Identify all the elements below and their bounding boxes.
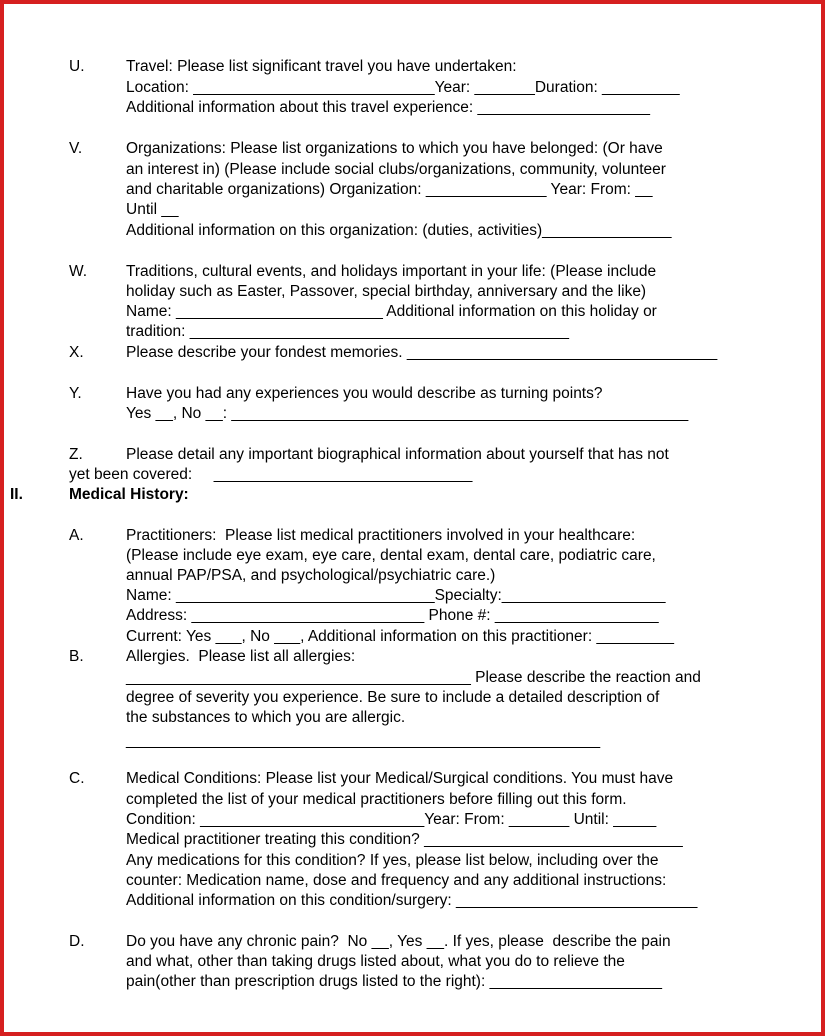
section-line: Organizations: Please list organizations to which you have belonged: (Or have <box>126 140 663 157</box>
condition-practitioner-field[interactable]: Medical practitioner treating this condition? ______________________________ <box>126 831 683 848</box>
biographical-field[interactable]: yet been covered: ______________________________ <box>69 466 473 483</box>
section-letter: X. <box>69 344 84 361</box>
section-line: the substances to which you are allergic. <box>126 709 406 726</box>
section-line: Please detail any important biographical information about yourself that has not <box>126 446 669 463</box>
pain-relief-field[interactable]: pain(other than prescription drugs listed to the right): ____________________ <box>126 973 662 990</box>
section-letter: B. <box>69 648 84 665</box>
condition-additional-field[interactable]: Additional information on this condition/surgery: ____________________________ <box>126 892 698 909</box>
section-line: (Please include eye exam, eye care, dental exam, dental care, podiatric care, <box>126 547 656 564</box>
section-line: Any medications for this condition? If yes, please list below, including over the <box>126 852 659 869</box>
section-line: Have you had any experiences you would describe as turning points? <box>126 385 603 402</box>
organization-field[interactable]: and charitable organizations) Organization: ______________ Year: From: __ <box>126 181 653 198</box>
section-line: Allergies. Please list all allergies: <box>126 648 356 665</box>
section-line: holiday such as Easter, Passover, special birthday, anniversary and the like) <box>126 283 647 300</box>
tradition-name-field[interactable]: Name: ________________________ Additional information on this holiday or <box>126 303 657 320</box>
section-letter: D. <box>69 933 85 950</box>
section-line: Traditions, cultural events, and holidays important in your life: (Please include <box>126 263 657 280</box>
fondest-memories-field[interactable]: Please describe your fondest memories. ____________________________________ <box>126 344 718 361</box>
practitioner-name-field[interactable]: Name: ______________________________Specialty:___________________ <box>126 587 666 604</box>
chronic-pain-field[interactable]: Do you have any chronic pain? No __, Yes __. If yes, please describe the pain <box>126 933 671 950</box>
section-line: degree of severity you experience. Be sure to include a detailed description of <box>126 689 660 706</box>
section-line: and what, other than taking drugs listed about, what you do to relieve the <box>126 953 625 970</box>
organization-additional-field[interactable]: Additional information on this organization: (duties, activities)_______________ <box>126 222 672 239</box>
section-letter: Y. <box>69 385 82 402</box>
section-letter: W. <box>69 263 88 280</box>
allergies-field[interactable]: ________________________________________ Please describe the reaction and <box>126 669 701 686</box>
section-letter: V. <box>69 140 83 157</box>
allergy-description-field[interactable]: _______________________________________________________ <box>126 732 601 749</box>
turning-points-field[interactable]: Yes __, No __: _____________________________________________________ <box>126 405 689 422</box>
section-letter: C. <box>69 770 85 787</box>
section-letter: A. <box>69 527 84 544</box>
section-line: completed the list of your medical practitioners before filling out this form. <box>126 791 627 808</box>
heading-numeral: II. <box>10 486 23 503</box>
organization-until-field[interactable]: Until __ <box>126 201 179 218</box>
section-line: annual PAP/PSA, and psychological/psychiatric care.) <box>126 567 496 584</box>
section-letter: U. <box>69 58 85 75</box>
section-line: Travel: Please list significant travel you have undertaken: <box>126 58 517 75</box>
heading-title: Medical History: <box>69 486 189 503</box>
section-line: Practitioners: Please list medical practitioners involved in your healthcare: <box>126 527 636 544</box>
section-line: an interest in) (Please include social clubs/organizations, community, volunteer <box>126 161 666 178</box>
section-letter: Z. <box>69 446 83 463</box>
section-line: Medical Conditions: Please list your Medical/Surgical conditions. You must have <box>126 770 674 787</box>
section-line: counter: Medication name, dose and frequency and any additional instructions: <box>126 872 667 889</box>
travel-location-field[interactable]: Location: ____________________________Year: _______Duration: _________ <box>126 79 680 96</box>
practitioner-address-field[interactable]: Address: ___________________________ Phone #: ___________________ <box>126 607 659 624</box>
tradition-field[interactable]: tradition: ____________________________________________ <box>126 323 570 340</box>
practitioner-current-field[interactable]: Current: Yes ___, No ___, Additional information on this practitioner: _________ <box>126 628 675 645</box>
travel-additional-field[interactable]: Additional information about this travel experience: ____________________ <box>126 99 650 116</box>
condition-field[interactable]: Condition: __________________________Year: From: _______ Until: _____ <box>126 811 657 828</box>
